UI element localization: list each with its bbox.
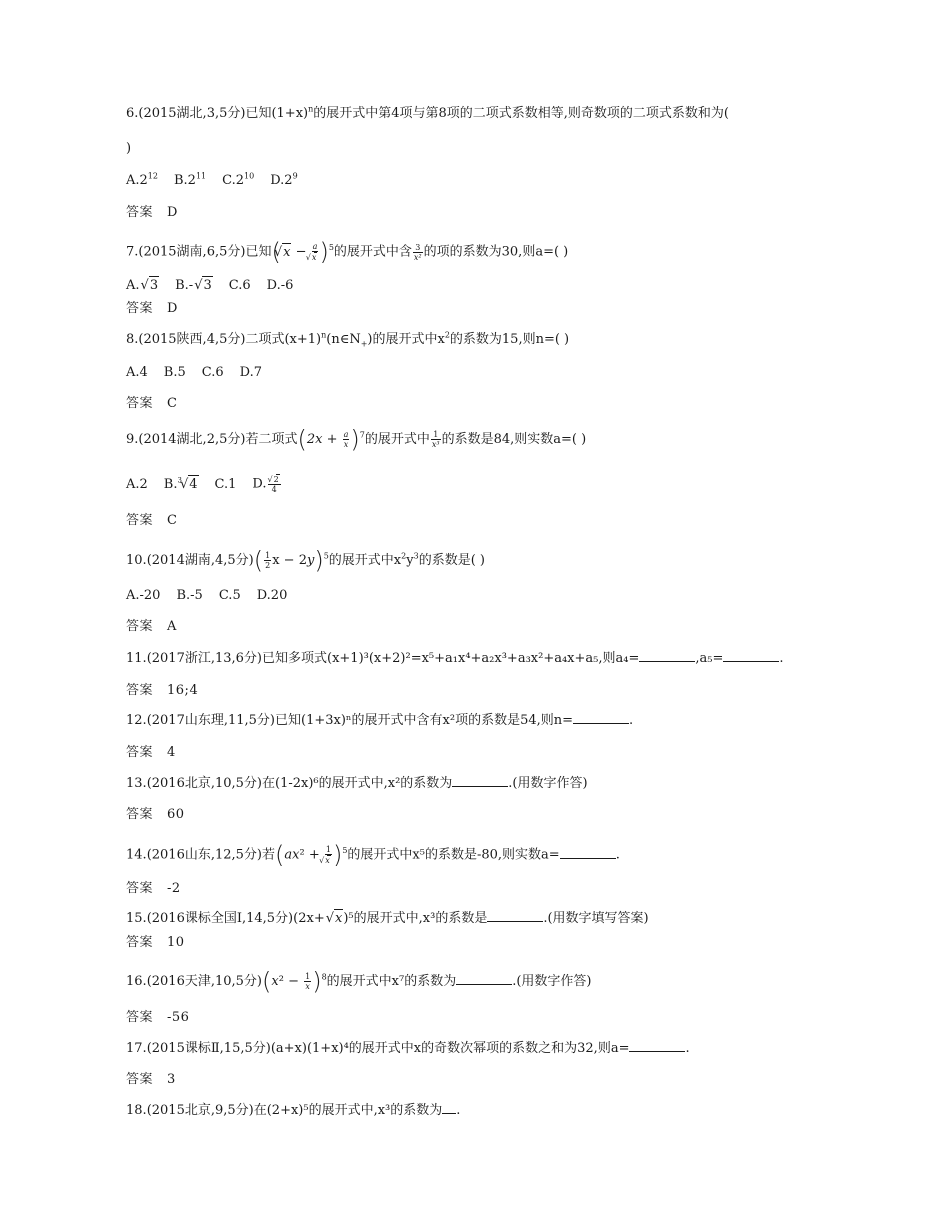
- option-b: B.5: [163, 365, 186, 380]
- answer-10: 答案 A: [126, 619, 177, 634]
- closing-paren: ): [126, 141, 132, 156]
- option-a: $A.2^{12}$: [126, 171, 158, 188]
- option-c: C.5: [218, 588, 241, 603]
- question-9-options: [126, 474, 298, 494]
- answer-blank: [442, 1113, 456, 1114]
- question-7: 7.(2015湖南,6,5分)已知(√ x − a √ x )$^5$的展开式中含 $\frac{3}{\text{x²}}$ 的项的系数为30,则a=( ): [126, 242, 568, 262]
- answer-12: 答案 4: [126, 745, 176, 760]
- answer-15: 答案 10: [126, 935, 185, 950]
- question-6-continued: [126, 140, 131, 158]
- answer-8: 答案 C: [126, 396, 178, 411]
- sqrt-x: √ x: [282, 243, 292, 262]
- fraction-a-over-sqrt-x: a √ x: [312, 242, 319, 262]
- answer-14: 答案 -2: [126, 881, 181, 896]
- answer-16: 答案 -56: [126, 1010, 190, 1025]
- option-c: C.1: [214, 476, 237, 492]
- question-11: 11.(2017浙江,13,6分)已知多项式(x+1)³(x+2)²=x⁵+a₁x⁴+a₂x³+a₃x²+a₄x+a₅,则a₄= ,a₅= .: [126, 651, 784, 666]
- question-10: 10.(2014湖南,4,5分)( $\frac{1}{2}$ x − 2y)$^5$的展开式中$x^2y^3$的系数是( ): [126, 546, 485, 575]
- option-c: C.6: [201, 365, 224, 380]
- question-8: 8.(2015陕西,4,5分)二项式$(x+1)^n(n\in N_+)$的展开式中$x^2$的系数为15,则n=( ): [126, 330, 570, 349]
- answer-9: 答案 C: [126, 513, 178, 528]
- option-d: D.-6: [266, 278, 294, 293]
- answer-blank: [456, 984, 512, 985]
- fraction-1-over-x3: $\frac{1}{\text{x³}}$: [431, 430, 440, 449]
- exponent: 5: [328, 243, 334, 253]
- option-c: $C.2^{10}$: [222, 171, 255, 188]
- answer-blank: [452, 786, 508, 787]
- option-d: D.20: [256, 588, 288, 603]
- question-17: 17.(2015课标Ⅱ,15,5分)(a+x)(1+x)⁴的展开式中x的奇数次幂项的系数之和为32,则a= .: [126, 1041, 690, 1056]
- answer-17: 答案 3: [126, 1072, 176, 1087]
- question-18: 18.(2015北京,9,5分)在(2+x)⁵的展开式中,x³的系数为 .: [126, 1103, 461, 1118]
- option-b: $B.2^{11}$: [173, 171, 207, 188]
- option-d: $D.2^9$: [270, 171, 298, 188]
- question-9: 9.(2014湖北,2,5分)若二项式(2x + $\frac{a}{x}$ )$^7$的展开式中 $\frac{1}{\text{x³}}$ 的系数是84,则实数a=( ): [126, 425, 587, 454]
- question-7-options: [126, 276, 309, 295]
- answer-label: 答案: [126, 205, 154, 220]
- question-source: (2015湖北,3,5分): [138, 106, 246, 121]
- answer-6: [126, 204, 178, 222]
- question-text: 的展开式中第4项与第8项的二项式系数相等,则奇数项的二项式系数和为(: [313, 106, 729, 121]
- question-number: 6.: [126, 106, 139, 121]
- question-15: 15.(2016课标全国Ⅰ,14,5分)(2x+√ x)⁵的展开式中,x³的系数是 .(用数字填写答案): [126, 909, 649, 928]
- left-paren: (: [271, 238, 281, 266]
- answer-7: 答案 D: [126, 301, 178, 316]
- answer-blank: [560, 858, 616, 859]
- answer-blank: [573, 723, 629, 724]
- answer-blank: [639, 661, 695, 662]
- answer-value: D: [167, 205, 178, 220]
- option-b: B.-5: [176, 588, 203, 603]
- question-12: 12.(2017山东理,11,5分)已知(1+3x)ⁿ的展开式中含有x²项的系数是54,则n= .: [126, 713, 634, 728]
- question-8-options: [126, 364, 278, 382]
- question-13: 13.(2016北京,10,5分)在(1-2x)⁶的展开式中,x²的系数为 .(用数字作答): [126, 776, 588, 791]
- option-a: A.-20: [126, 588, 161, 603]
- question-text: 已知(1+x): [245, 106, 309, 121]
- fraction-3-over-x2: $\frac{3}{\text{x²}}$: [413, 242, 422, 262]
- option-c: C.6: [228, 278, 251, 293]
- option-d: D. √ $\frac{2}{4}$: [252, 474, 281, 494]
- answer-blank: [723, 661, 779, 662]
- option-a: A.√ 3: [126, 276, 159, 295]
- question-6-options: [126, 172, 314, 190]
- answer-13: 答案 60: [126, 807, 185, 822]
- option-a: A.2: [126, 476, 148, 492]
- answer-blank: [629, 1051, 685, 1052]
- right-paren: ): [319, 238, 329, 266]
- option-a: A.4: [126, 365, 148, 380]
- answer-blank: [487, 921, 543, 922]
- question-14: 14.(2016山东,12,5分)若(ax² + 1 √ x )$^5$的展开式中x⁵的系数是-80,则实数a= .: [126, 845, 620, 865]
- question-10-options: [126, 587, 303, 605]
- option-b: B.-√ 3: [175, 276, 213, 295]
- question-6: [126, 105, 729, 123]
- option-b: B.$^3$√ 4: [164, 475, 199, 494]
- superscript: n: [308, 104, 314, 114]
- answer-11: 答案 16;4: [126, 683, 199, 698]
- question-16: 16.(2016天津,10,5分)(x² − $\frac{1}{x}$ )$^8$的展开式中x⁷的系数为 .(用数字作答): [126, 967, 592, 996]
- option-d: D.7: [239, 365, 263, 380]
